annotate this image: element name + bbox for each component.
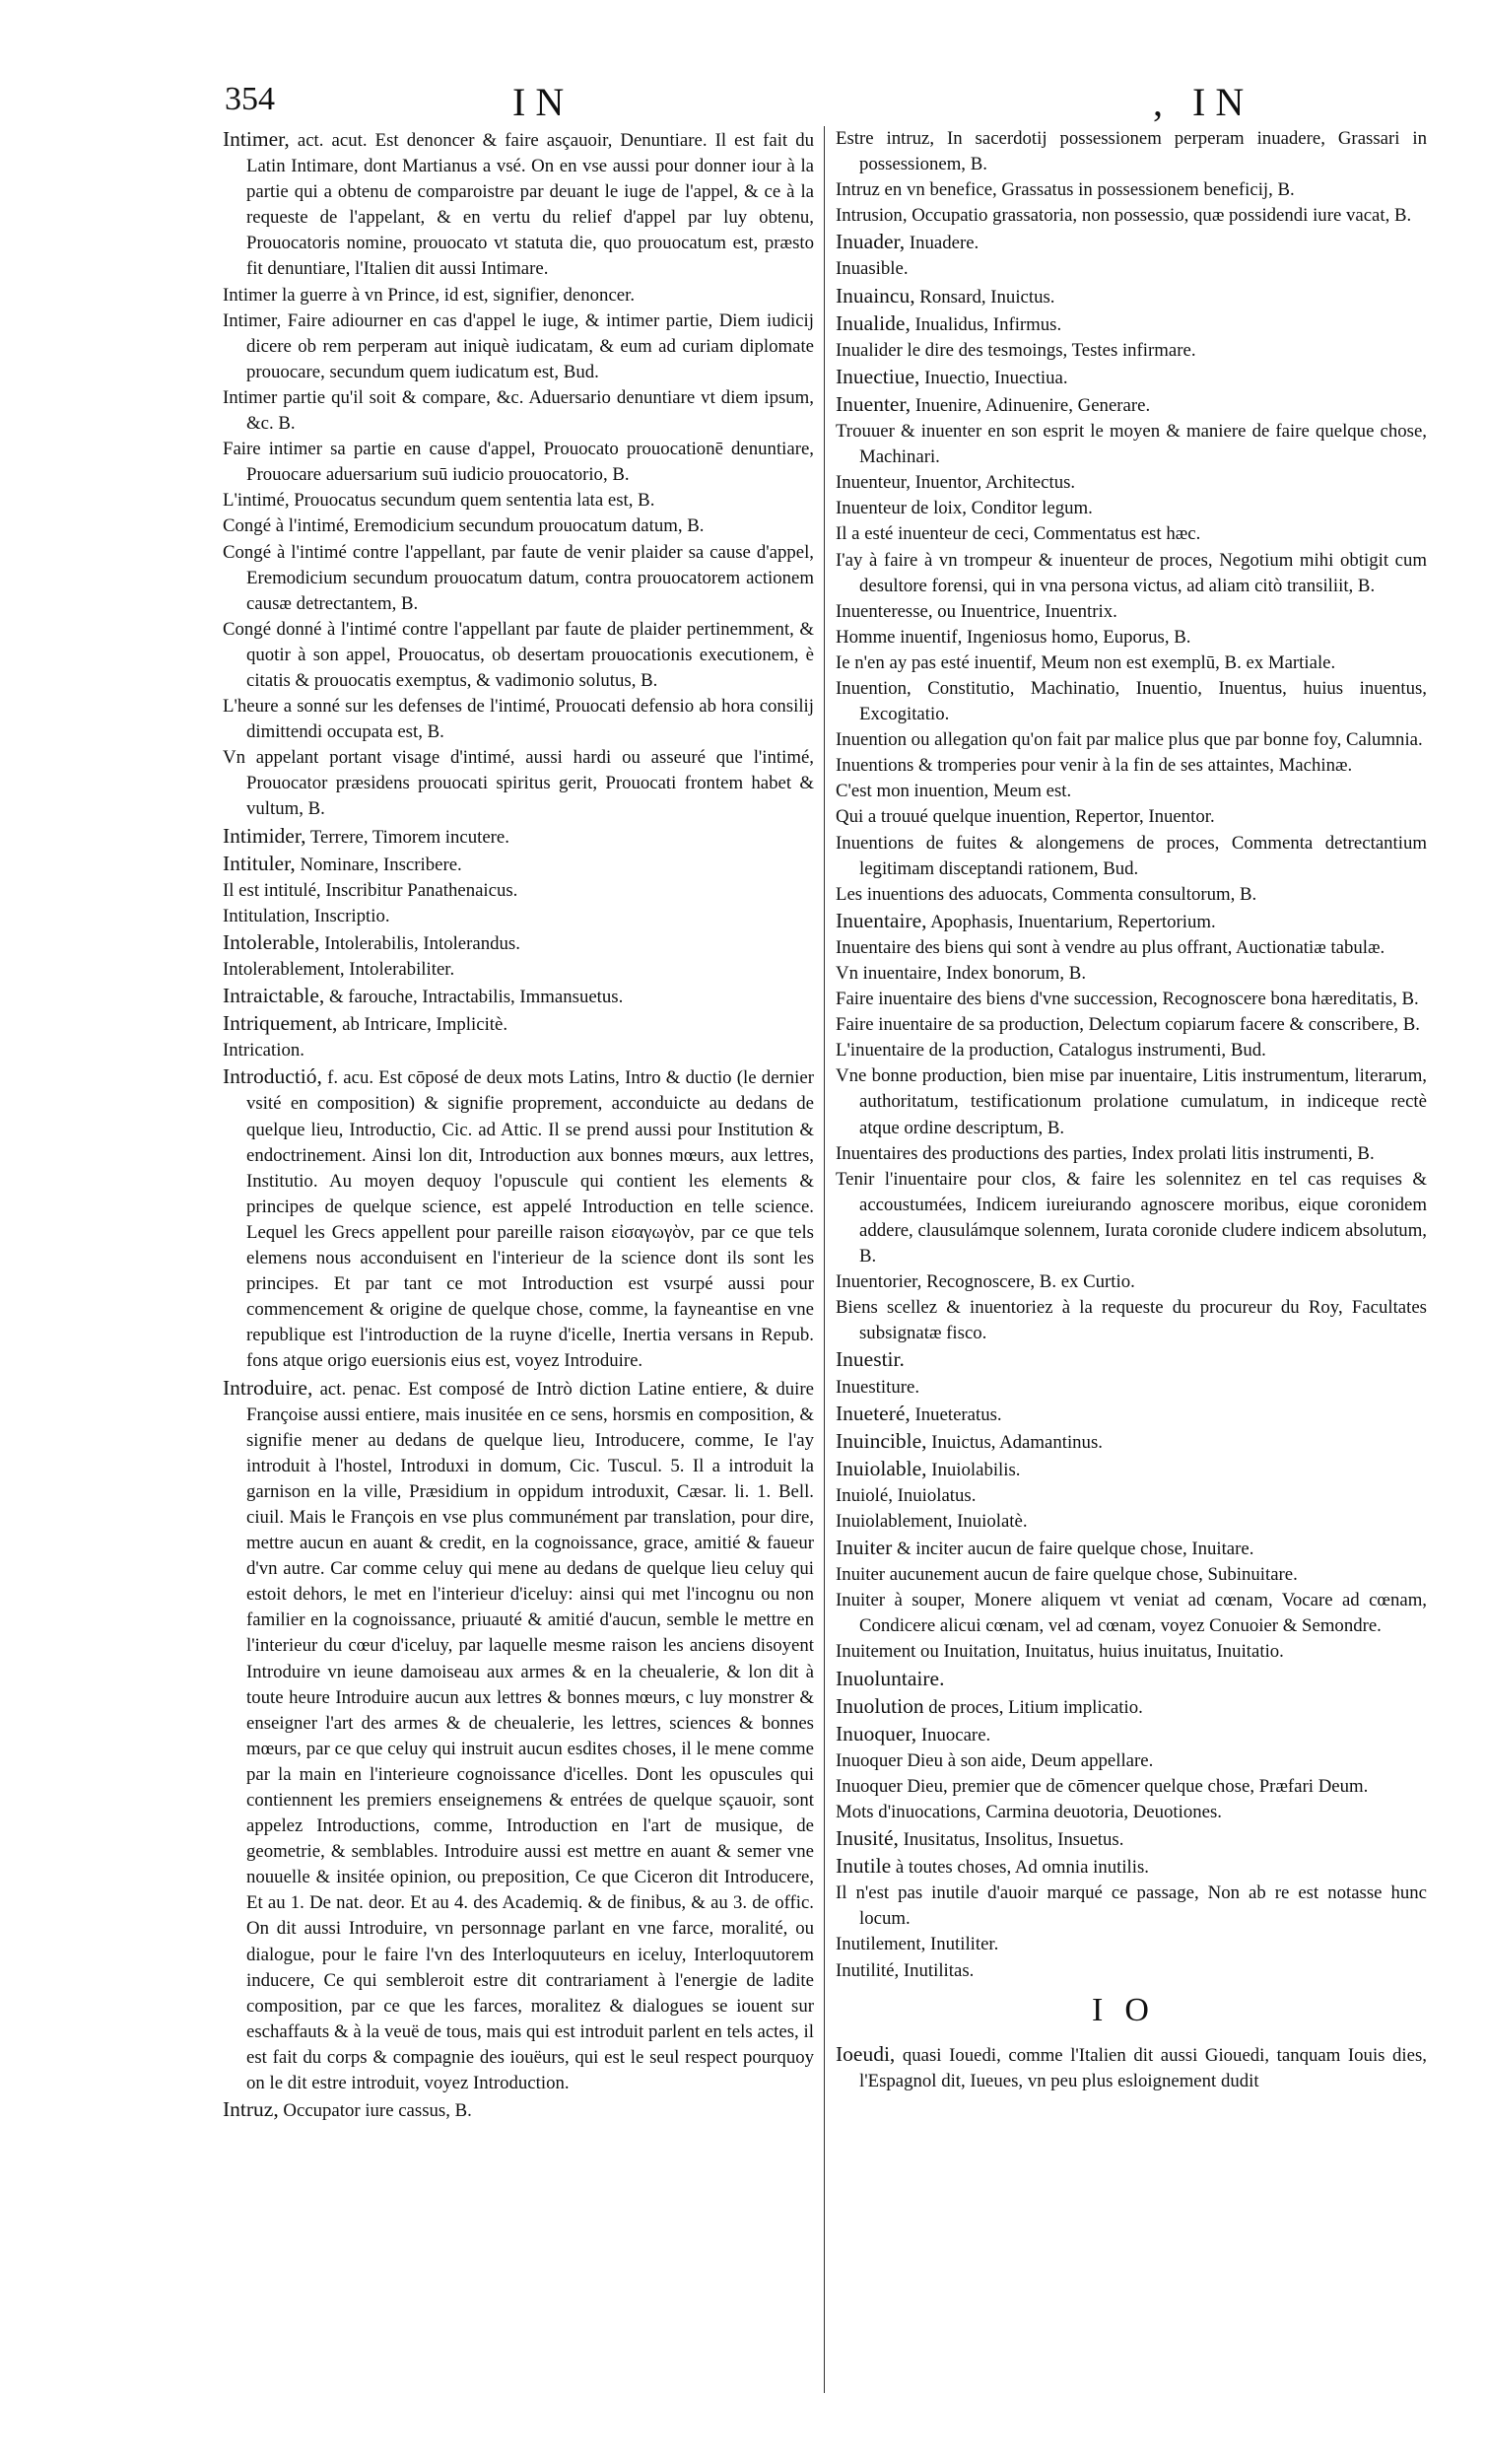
- dictionary-entry: [836, 1063, 1427, 1140]
- entry-text: Il est intitulé, Inscribitur Panathenaicus.: [223, 879, 518, 901]
- entry-headword: Inusité,: [836, 1826, 899, 1851]
- entry-text: I'ay à faire à vn trompeur & inuenteur de proces, Negotium mihi obtigit cum desultore forensi, qui in vna persona victus, ad aliam citò transiliit, B.: [836, 549, 1427, 596]
- entry-text: Inuenteur, Inuentor, Architectus.: [836, 472, 1076, 494]
- dictionary-entry: [836, 548, 1427, 599]
- entry-headword: Intimider,: [223, 823, 306, 848]
- dictionary-entry: [836, 1958, 1427, 1984]
- entry-headword: Intolerable,: [223, 929, 320, 954]
- entry-headword: Inueteré,: [836, 1401, 911, 1425]
- page-number: 354: [225, 81, 275, 117]
- entry-text: Homme inuentif, Ingeniosus homo, Euporus, B.: [836, 626, 1191, 648]
- entry-text: L'inuentaire de la production, Catalogus instrumenti, Bud.: [836, 1040, 1266, 1061]
- dictionary-entry: [223, 929, 814, 957]
- dictionary-entry: [836, 256, 1427, 282]
- entry-text: Faire inuentaire des biens d'vne succession, Recognoscere bona hæreditatis, B.: [836, 989, 1419, 1010]
- entry-text: ab Intricare, Implicitè.: [337, 1014, 508, 1036]
- dictionary-entry: [836, 1483, 1427, 1509]
- entry-text: Inuestiture.: [836, 1376, 920, 1398]
- entry-headword: Inuectiue,: [836, 364, 920, 388]
- dictionary-entry: [836, 1535, 1427, 1562]
- entry-headword: Inualide,: [836, 310, 911, 335]
- entry-text: Intimer, Faire adiourner en cas d'appel le iuge, & intimer partie, Diem iudicij dicere ob rem perperam aut iniquè iudicatam, & eum ad curiam diplomate prouocare, secundum quem iudicatum est, Bud.: [223, 309, 814, 382]
- entry-headword: Inuoluntaire.: [836, 1666, 945, 1690]
- entry-text: Inuention, Constitutio, Machinatio, Inuentio, Inuentus, huius inuentus, Excogitatio.: [836, 677, 1427, 725]
- dictionary-entry: [836, 1141, 1427, 1167]
- entry-text: Inutilement, Inutiliter.: [836, 1934, 999, 1955]
- dictionary-entry: [223, 694, 814, 745]
- entry-headword: Intriquement,: [223, 1011, 338, 1036]
- entry-headword: Ioeudi,: [836, 2041, 896, 2066]
- dictionary-entry: [836, 2041, 1427, 2094]
- entry-text: Inuiolablement, Inuiolatè.: [836, 1510, 1028, 1532]
- right-column-entries: [836, 126, 1427, 1984]
- entry-text: Inuitement ou Inuitation, Inuitatus, huius inuitatus, Inuitatio.: [836, 1641, 1284, 1663]
- entry-headword: Introductió,: [223, 1064, 322, 1089]
- dictionary-entry: [836, 1456, 1427, 1483]
- column-divider: [824, 126, 825, 2393]
- entry-headword: Inuaincu,: [836, 283, 915, 308]
- entry-text: Intrusion, Occupatio grassatoria, non possessio, quæ possidendi iure vacat, B.: [836, 205, 1412, 227]
- entry-text: Inualidus, Infirmus.: [910, 313, 1062, 335]
- dictionary-entry: [836, 961, 1427, 987]
- dictionary-entry: [836, 1932, 1427, 1957]
- dictionary-entry: [223, 308, 814, 385]
- entry-text: Inuiter à souper, Monere aliquem vt veniat ad cœnam, Vocare ad cœnam, Condicere alicui cœnam, vel ad cœnam, voyez Conuoier & Semondre.: [836, 1590, 1427, 1637]
- dictionary-entry: [836, 1825, 1427, 1853]
- entry-headword: Inuoquer,: [836, 1721, 917, 1745]
- dictionary-entry: [223, 283, 814, 308]
- entry-text: Inuadere.: [905, 233, 979, 254]
- entry-headword: Intruz,: [223, 2097, 279, 2122]
- dictionary-entry: [836, 1509, 1427, 1535]
- dictionary-entry: [223, 1063, 814, 1374]
- dictionary-entry: [223, 1375, 814, 2097]
- entry-text: & inciter aucun de faire quelque chose, Inuitare.: [892, 1539, 1254, 1560]
- entry-text: Inuectio, Inuectiua.: [919, 367, 1068, 388]
- dictionary-entry: [836, 470, 1427, 496]
- after-section-entries: [836, 2041, 1427, 2094]
- dictionary-entry: [836, 908, 1427, 935]
- entry-text: Inuention ou allegation qu'on fait par malice plus que par bonne foy, Calumnia.: [836, 729, 1423, 751]
- dictionary-entry: [836, 625, 1427, 650]
- entry-text: Inuasible.: [836, 258, 909, 280]
- entry-headword: Intituler,: [223, 851, 296, 875]
- entry-text: Mots d'inuocations, Carmina deuotoria, Deuotiones.: [836, 1802, 1222, 1822]
- dictionary-entry: [836, 391, 1427, 419]
- entry-text: Inualider le dire des tesmoings, Testes infirmare.: [836, 339, 1196, 361]
- entry-headword: Inuincible,: [836, 1428, 927, 1453]
- entry-headword: Introduire,: [223, 1375, 313, 1400]
- entry-text: Inueteratus.: [910, 1403, 1002, 1425]
- entry-text: act. penac. Est composé de Intrò diction Latine entiere, & duire Françoise aussi entiere, mais inusitée en ce sens, horsmis en composition, & signifie mener au dedans de quelque lieu, Introducere, comme, Ie l'ay introduit à l'hostel, Introduxi in domum, Cic. Tuscul. 5. Il a introduit la garnison en la ville, Præsidium in oppidum introduxit, Cæsar. li. 1. Bell. ciuil. Mais le François en vse plus communément par translation, pour dire, mettre aucun en auant & credit, en la cognoissance, grace, amitié & faueur d'vn autre. Car comme celuy qui mene au dedans de quelque lieu celuy qui estoit dehors, le met en l'interieur d'iceluy: ainsi qui met l'incognu ou non familier en la cognoissance, priuauté & amitié d'aucun, semble le mettre en l'interieur du cœur d'iceluy, par laquelle mesme raison les anciens disoyent Introduire vn ieune damoiseau aux armes & en la cheualerie, & lon dit à toute heure Introduire aucun aux lettres & bonnes mœurs, c luy monstrer & enseigner l'art des armes & de cheualerie, les lettres, sciences & bonnes mœurs, par ce que celuy qui instruit aucun esdites choses, il le mene comme par la main en l'interieure cognoissance d'icelles. Dont les opuscules qui contiennent les premiers enseignemens & entrées de quelque sçauoir, sont appelez Introductions, comme, Introduction en l'art de musique, de geometrie, & semblables. Introduire aussi est mettre en auant & semer vne nouuelle & insitée opinion, ou preposition, Ce que Ciceron dit Introducere, Et au 1. De nat. deor. Et au 4. des Academiq. & de finibus, & au 3. de offic. On dit aussi Introduire, vn personnage parlant en vne farce, moralité, ou dialogue, pour le faire l'vn des Interloquuteurs en iceluy, Interloquutorem inducere, Ce qui sembleroit estre dit contrariament à l'energie de ladite composition, par ce que les farces, moralitez & dialogues se iouent sur eschaffauts & à la veuë de tous, mais qui est introduit parlent en tels actes, il est fait du corps & compagnie des iouëurs, qui est le seul respect pourquoy on le dit estre introduit, voyez Introduction.: [246, 1378, 814, 2094]
- dictionary-entry: [836, 1167, 1427, 1269]
- entry-text: Trouuer & inuenter en son esprit le moyen & maniere de faire quelque chose, Machinari.: [836, 421, 1427, 468]
- dictionary-entry: [836, 521, 1427, 547]
- dictionary-entry: [223, 904, 814, 929]
- dictionary-entry: [836, 882, 1427, 908]
- entry-text: f. acu. Est cōposé de deux mots Latins, Intro & ductio (le dernier vsité en composition) & signifie proprement, acconduicte au dedans de quelque lieu, Introductio, Cic. ad Attic. Il se prend aussi pour Institution & endoctrinement. Ainsi lon dit, Introduction aux bonnes mœurs, aux lettres, Institutio. Au moyen dequoy l'opuscule qui contient les elements & principes de quelque science, est appelé Introduction en telle science. Lequel les Grecs appellent pour pareille raison εἰσαγωγὸν, par ce que tels elemens nous acconduisent en l'interieur de la science dont ils sont les principes. Et par tant ce mot Introduction est vsurpé aussi pour commencement & origine de quelque chose, comme, la fayneantise en vne republique est l'introduction de la ruyne d'icelle, Inertia versans in Repub. fons atque origo euersionis eius est, voyez Introduire.: [246, 1067, 814, 1372]
- dictionary-entry: [836, 804, 1427, 830]
- entry-text: Intolerablement, Intolerabiliter.: [223, 959, 455, 980]
- running-head-right: , IN: [1153, 80, 1254, 124]
- entry-text: Inuocare.: [916, 1724, 991, 1745]
- dictionary-entry: [836, 676, 1427, 727]
- dictionary-entry: [223, 540, 814, 617]
- dictionary-entry: [836, 310, 1427, 338]
- entry-text: Faire inuentaire de sa production, Delectum copiarum facere & conscribere, B.: [836, 1014, 1420, 1036]
- dictionary-entry: [223, 126, 814, 283]
- entry-text: Inusitatus, Insolitus, Insuetus.: [898, 1829, 1124, 1851]
- entry-text: Inuenteresse, ou Inuentrice, Inuentrix.: [836, 600, 1117, 622]
- dictionary-entry: [836, 1588, 1427, 1639]
- entry-text: Biens scellez & inuentoriez à la requeste du procureur du Roy, Facultates subsignatæ fisco.: [836, 1297, 1427, 1344]
- dictionary-entry: [836, 1881, 1427, 1932]
- dictionary-entry: [836, 1721, 1427, 1748]
- dictionary-entry: [223, 2096, 814, 2124]
- running-head-left: IN: [512, 80, 574, 124]
- entry-text: Inuiolé, Inuiolatus.: [836, 1484, 977, 1506]
- entry-text: act. acut. Est denoncer & faire asçauoir, Denuntiare. Il est fait du Latin Intimare, dont Martianus a vsé. On en vse aussi pour donner iour à la partie qui a obtenu de comparoistre par deuant le iuge de l'appel, & ce à la requeste de l'appelant, & en vertu du relief d'appel par luy obtenu, Prouocatoris nomine, prouocato vt statuta die, quo prouocatum est, præsto fit denuntiare, l'Italien dit aussi Intimare.: [246, 130, 814, 280]
- entry-text: Ronsard, Inuictus.: [914, 286, 1055, 308]
- entry-text: Inuiter aucunement aucun de faire quelque chose, Subinuitare.: [836, 1564, 1298, 1586]
- entry-text: Inuentaire des biens qui sont à vendre au plus offrant, Auctionatiæ tabulæ.: [836, 936, 1385, 958]
- dictionary-entry: [223, 385, 814, 437]
- dictionary-entry: [836, 727, 1427, 753]
- dictionary-entry: [836, 1428, 1427, 1456]
- dictionary-entry: [836, 753, 1427, 779]
- entry-text: & farouche, Intractabilis, Immansuetus.: [324, 987, 624, 1008]
- entry-text: Nominare, Inscribere.: [295, 854, 462, 875]
- dictionary-entry: [836, 229, 1427, 256]
- page-header: [0, 79, 1486, 128]
- entry-text: Il a esté inuenteur de ceci, Commentatus est hæc.: [836, 523, 1201, 545]
- entry-text: Inuenire, Adinuenire, Generare.: [911, 394, 1151, 416]
- entry-headword: Inutile: [836, 1854, 892, 1879]
- dictionary-entry: [836, 126, 1427, 177]
- entry-text: Intruz en vn benefice, Grassatus in possessionem beneficij, B.: [836, 179, 1295, 201]
- dictionary-entry: [836, 1639, 1427, 1665]
- entry-text: Inuoquer Dieu à son aide, Deum appellare.: [836, 1749, 1154, 1771]
- dictionary-entry: [836, 419, 1427, 470]
- dictionary-entry: [836, 1012, 1427, 1038]
- dictionary-entry: [223, 745, 814, 822]
- dictionary-entry: [836, 1295, 1427, 1346]
- entry-text: Intitulation, Inscriptio.: [223, 905, 390, 926]
- entry-headword: Inuader,: [836, 230, 906, 254]
- dictionary-entry: [223, 823, 814, 851]
- entry-text: Inuiolabilis.: [926, 1459, 1021, 1480]
- entry-headword: Intraictable,: [223, 984, 325, 1008]
- dictionary-entry: [836, 496, 1427, 521]
- entry-text: Inuoquer Dieu, premier que de cōmencer quelque chose, Præfari Deum.: [836, 1775, 1369, 1797]
- entry-text: à toutes choses, Ad omnia inutilis.: [891, 1857, 1149, 1879]
- entry-headword: Inuenter,: [836, 391, 912, 416]
- dictionary-entry: [836, 935, 1427, 961]
- entry-text: L'intimé, Prouocatus secundum quem sententia lata est, B.: [223, 490, 655, 512]
- entry-text: Tenir l'inuentaire pour clos, & faire les solennitez en tel cas requises & accoustumées, Indicem iureiurando agnoscere moribus, eique coronidem addere, clausulámque solennem, Iurata coronide cludere indicem absolutum, B.: [836, 1168, 1427, 1267]
- dictionary-entry: [836, 1693, 1427, 1721]
- entry-text: quasi Iouedi, comme l'Italien dit aussi Giouedi, tanquam Iouis dies, l'Espagnol dit, Iueues, vn peu plus esloignement dudit: [859, 2044, 1427, 2091]
- dictionary-entry: [836, 177, 1427, 203]
- dictionary-entry: [836, 203, 1427, 229]
- dictionary-entry: [836, 1666, 1427, 1693]
- section-heading: IO: [1092, 1991, 1171, 2028]
- entry-text: Terrere, Timorem incutere.: [305, 826, 509, 848]
- dictionary-entry: [836, 1375, 1427, 1401]
- dictionary-entry: [223, 851, 814, 878]
- entry-text: Ie n'en ay pas esté inuentif, Meum non est exemplū, B. ex Martiale.: [836, 651, 1336, 673]
- entry-text: Apophasis, Inuentarium, Repertorium.: [926, 911, 1216, 932]
- dictionary-entry: [836, 1562, 1427, 1588]
- dictionary-entry: [223, 617, 814, 694]
- dictionary-entry: [836, 338, 1427, 364]
- dictionary-entry: [223, 1010, 814, 1038]
- left-column: [223, 126, 814, 2442]
- dictionary-entry: [836, 1401, 1427, 1428]
- dictionary-entry: [223, 878, 814, 904]
- entry-text: Estre intruz, In sacerdotij possessionem perperam inuadere, Grassari in possessionem, B.: [836, 128, 1427, 175]
- dictionary-entry: [836, 599, 1427, 625]
- entry-headword: Intimer,: [223, 127, 290, 151]
- dictionary-entry: [223, 957, 814, 983]
- entry-text: Inuentions & tromperies pour venir à la fin de ses attaintes, Machinæ.: [836, 755, 1353, 777]
- entry-text: Vn inuentaire, Index bonorum, B.: [836, 963, 1087, 984]
- entry-text: Inuentions de fuites & alongemens de proces, Commenta detrectantium legitimam disceptandi rationem, Bud.: [836, 832, 1427, 879]
- dictionary-entry: [836, 1853, 1427, 1881]
- entry-text: de proces, Litium implicatio.: [923, 1696, 1143, 1718]
- dictionary-entry: [223, 1038, 814, 1063]
- dictionary-entry: [223, 983, 814, 1010]
- entry-text: Intimer la guerre à vn Prince, id est, signifier, denoncer.: [223, 284, 636, 306]
- dictionary-entry: [836, 779, 1427, 804]
- dictionary-entry: [836, 1748, 1427, 1774]
- entry-headword: Inuestir.: [836, 1347, 905, 1372]
- entry-text: Congé à l'intimé contre l'appellant, par faute de venir plaider sa cause d'appel, Eremodicium secundum prouocatum datum, contra prouocatorem actionem causæ detrectantem, B.: [223, 541, 814, 614]
- entry-text: Intrication.: [223, 1040, 304, 1061]
- right-column: [836, 126, 1427, 2442]
- entry-text: Vne bonne production, bien mise par inuentaire, Litis instrumentum, literarum, authoritatum, testificationum prolatione cumulatum, in indiceque rectè atque ordine descriptum, B.: [836, 1065, 1427, 1138]
- entry-text: Faire intimer sa partie en cause d'appel, Prouocato prouocationē denuntiare, Prouocare aduersarium suū iudicio prouocatorio, B.: [223, 439, 814, 486]
- dictionary-entry: [223, 488, 814, 513]
- entry-headword: Inuiter: [836, 1536, 893, 1560]
- dictionary-entry: [836, 1346, 1427, 1374]
- entry-headword: Inuiolable,: [836, 1456, 927, 1480]
- dictionary-entry: [836, 650, 1427, 676]
- entry-text: Il n'est pas inutile d'auoir marqué ce passage, Non ab re est notasse hunc locum.: [836, 1882, 1427, 1930]
- dictionary-entry: [836, 283, 1427, 310]
- entry-text: C'est mon inuention, Meum est.: [836, 781, 1072, 802]
- entry-text: Inutilité, Inutilitas.: [836, 1959, 975, 1981]
- entry-text: Congé à l'intimé, Eremodicium secundum prouocatum datum, B.: [223, 515, 705, 537]
- entry-text: Intimer partie qu'il soit & compare, &c. Aduersario denuntiare vt diem ipsum, &c. B.: [223, 386, 814, 435]
- dictionary-entry: [223, 513, 814, 539]
- dictionary-entry: [836, 364, 1427, 391]
- dictionary-entry: [836, 1269, 1427, 1295]
- entry-text: Vn appelant portant visage d'intimé, aussi hardi ou asseuré que l'intimé, Prouocator præsidens prouocati spiritus gerit, Prouocati frontem habet & vultum, B.: [223, 747, 814, 820]
- dictionary-entry: [836, 831, 1427, 882]
- entry-text: Inuenteur de loix, Conditor legum.: [836, 498, 1093, 519]
- entry-text: L'heure a sonné sur les defenses de l'intimé, Prouocati defensio ab hora consilij dimittendi occupata est, B.: [223, 696, 814, 743]
- dictionary-entry: [836, 1774, 1427, 1800]
- entry-text: Qui a trouué quelque inuention, Repertor, Inuentor.: [836, 806, 1215, 828]
- entry-text: Intolerabilis, Intolerandus.: [319, 932, 520, 954]
- dictionary-entry: [223, 437, 814, 488]
- entry-headword: Inuolution: [836, 1693, 924, 1718]
- dictionary-entry: [836, 1038, 1427, 1063]
- entry-text: Les inuentions des aduocats, Commenta consultorum, B.: [836, 883, 1257, 905]
- entry-text: Inuentaires des productions des parties, Index prolati litis instrumenti, B.: [836, 1142, 1375, 1164]
- dictionary-entry: [836, 1800, 1427, 1825]
- entry-text: Occupator iure cassus, B.: [278, 2100, 472, 2122]
- entry-text: Inuentorier, Recognoscere, B. ex Curtio.: [836, 1271, 1135, 1293]
- dictionary-entry: [836, 987, 1427, 1012]
- entry-text: Congé donné à l'intimé contre l'appellant par faute de plaider pertinemment, & quotir à son appel, Prouocatus, ob desertam prouocationis executionem, è citatis & prouocatis exemptus, & vadimonio solutus, B.: [223, 618, 814, 691]
- entry-text: Inuictus, Adamantinus.: [926, 1431, 1103, 1453]
- entry-headword: Inuentaire,: [836, 908, 927, 932]
